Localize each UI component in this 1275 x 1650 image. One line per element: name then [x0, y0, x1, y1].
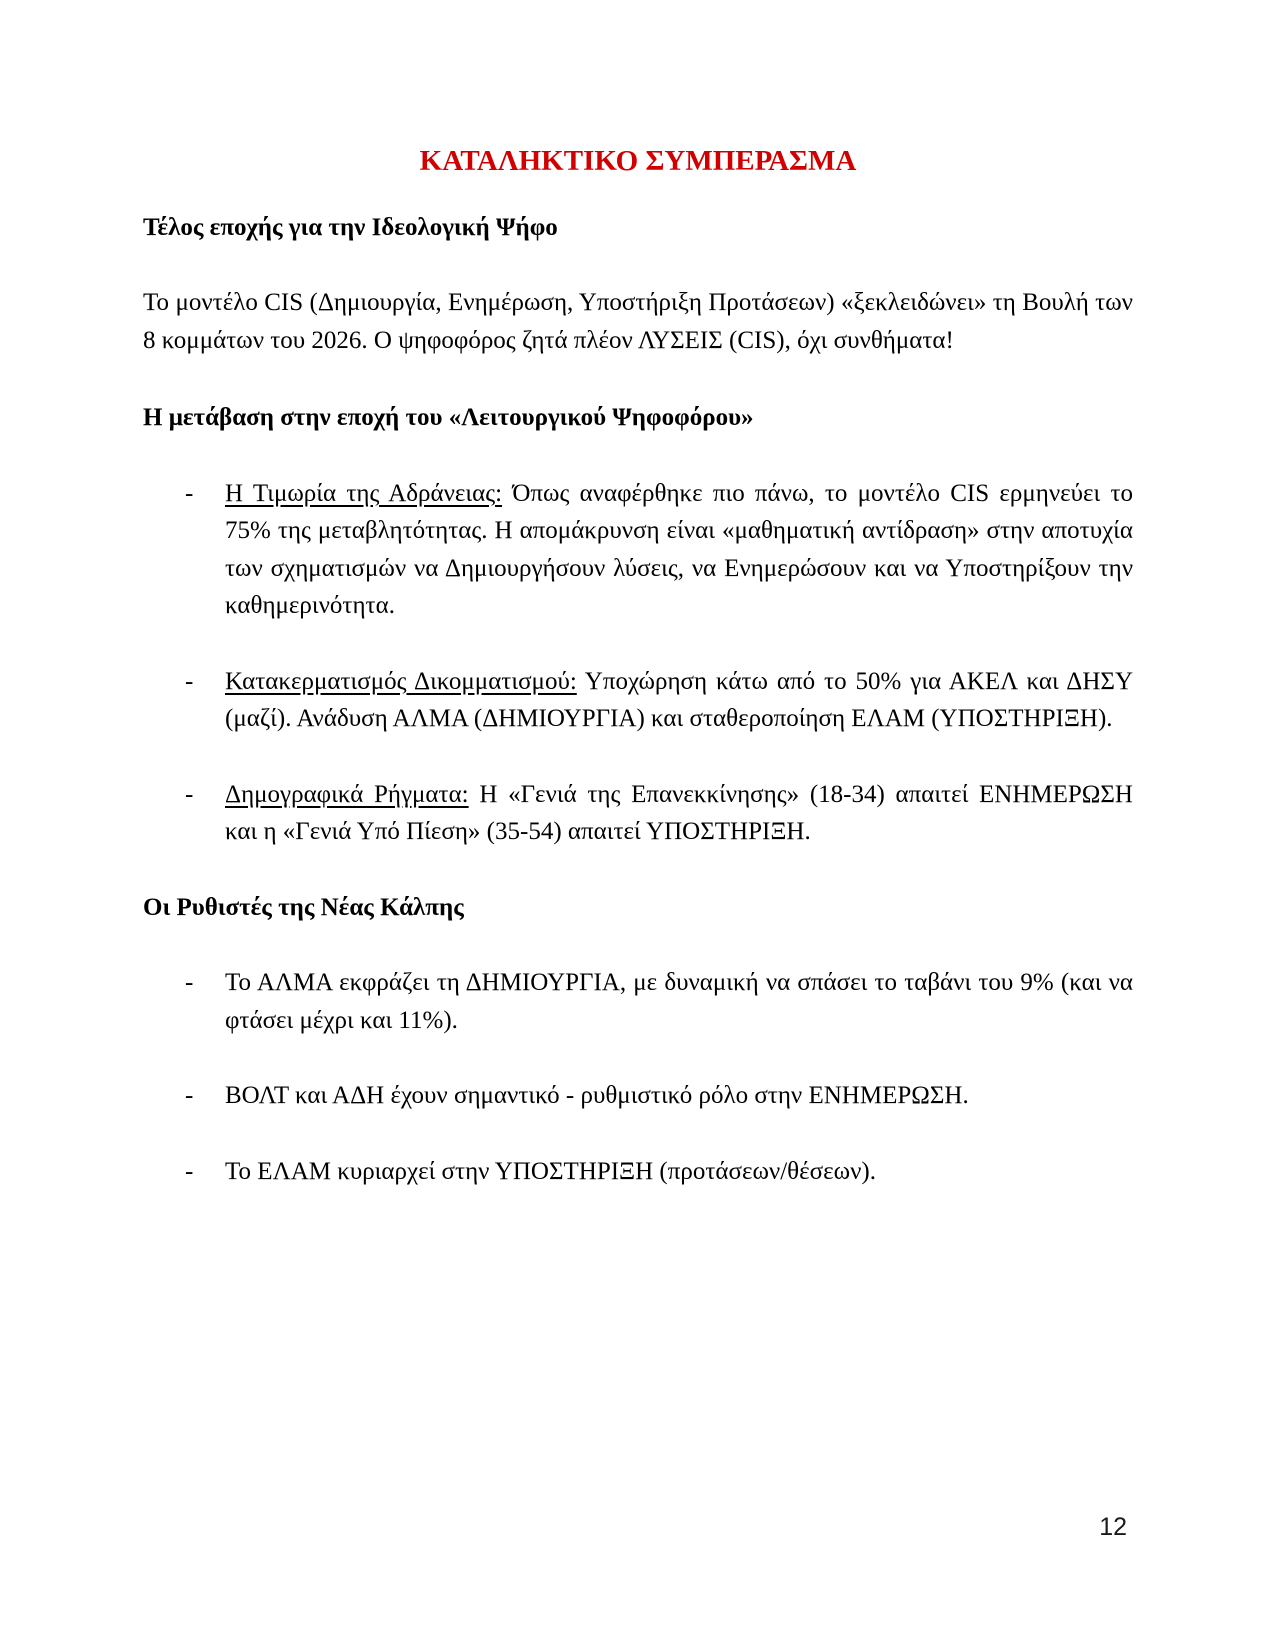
- bullet-lead: Δημογραφικά Ρήγματα:: [225, 780, 469, 808]
- bullet-item-alma: [143, 964, 1133, 1039]
- section-heading-functional-voter: Η μετάβαση στην εποχή του «Λειτουργικού Ψηφοφόρου»: [143, 404, 754, 431]
- bullet-lead: Η Τιμωρία της Αδράνειας:: [225, 479, 503, 507]
- bullet-item-demographic-rifts: [143, 776, 1133, 851]
- bullet-item-volt-adi: [143, 1077, 1133, 1115]
- intro-paragraph: Το μοντέλο CIS (Δημιουργία, Ενημέρωση, Υποστήριξη Προτάσεων) «ξεκλειδώνει» τη Βουλή των 8 κομμάτων του 2026. Ο ψηφοφόρος ζητά πλέον ΛΥΣΕΙΣ (CIS), όχι συνθήματα!: [143, 289, 1133, 354]
- page-content: [143, 140, 1133, 1228]
- page-number: 12: [1099, 1513, 1127, 1541]
- bullet-rest: Υποχώρηση κάτω από το 50% για ΑΚΕΛ και ΔΗΣΥ (μαζί). Ανάδυση ΑΛΜΑ (ΔΗΜΙΟΥΡΓΙΑ) και σταθεροποίηση ΕΛΑΜ (ΥΠΟΣΤΗΡΙΞΗ).: [225, 667, 1133, 732]
- bullet-text: Το ΕΛΑΜ κυριαρχεί στην ΥΠΟΣΤΗΡΙΞΗ (προτάσεων/θέσεων).: [225, 1157, 876, 1185]
- bullet-dash: -: [185, 969, 194, 996]
- bullet-item-elam: [143, 1153, 1133, 1191]
- bullet-dash: -: [185, 1082, 194, 1109]
- bullet-text: [225, 776, 1133, 851]
- document-title: ΚΑΤΑΛΗΚΤΙΚΟ ΣΥΜΠΕΡΑΣΜΑ: [419, 145, 857, 177]
- bullet-rest: Όπως αναφέρθηκε πιο πάνω, το μοντέλο CIS ερμηνεύει το 75% της μεταβλητότητας. Η απομάκρυνση είναι «μαθηματική αντίδραση» στην αποτυχία των σχηματισμών να Δημιουργήσουν λύσεις, να Ενημερώσουν και να Υποστηρίξουν την καθημερινότητα.: [225, 479, 1133, 619]
- bullet-dash: -: [185, 479, 194, 507]
- bullet-dash: -: [185, 780, 194, 808]
- bullet-text: [225, 475, 1133, 625]
- bullet-text: Το ΑΛΜΑ εκφράζει τη ΔΗΜΙΟΥΡΓΙΑ, με δυναμική να σπάσει το ταβάνι του 9% (και να φτάσει μέχρι και 11%).: [225, 969, 1133, 1034]
- bullet-item-bipartisan-fragmentation: [143, 663, 1133, 738]
- bullet-lead: Κατακερματισμός Δικομματισμού:: [225, 667, 577, 695]
- bullet-dash: -: [185, 667, 194, 695]
- bullet-item-inertia-punishment: [143, 475, 1133, 625]
- section-heading-ideological-vote: Τέλος εποχής για την Ιδεολογική Ψήφο: [143, 213, 558, 241]
- section-heading-new-ballot-regulators: Οι Ρυθιστές της Νέας Κάλπης: [143, 893, 464, 921]
- bullet-text: ΒΟΛΤ και ΑΔΗ έχουν σημαντικό - ρυθμιστικό ρόλο στην ΕΝΗΜΕΡΩΣΗ.: [225, 1082, 969, 1109]
- bullet-dash: -: [185, 1157, 194, 1185]
- bullet-rest: Η «Γενιά της Επανεκκίνησης» (18-34) απαιτεί ΕΝΗΜΕΡΩΣΗ και η «Γενιά Υπό Πίεση» (35-54) απαιτεί ΥΠΟΣΤΗΡΙΞΗ.: [225, 780, 1133, 845]
- bullet-text: [225, 663, 1133, 738]
